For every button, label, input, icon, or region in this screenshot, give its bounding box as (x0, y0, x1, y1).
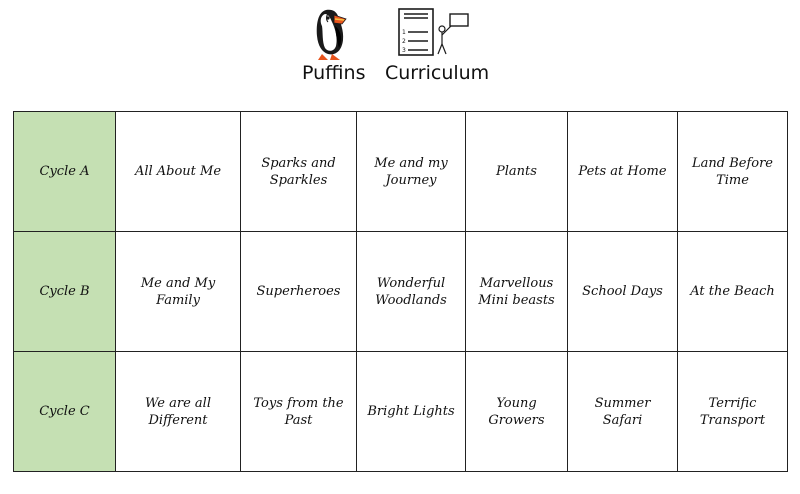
table-row (14, 232, 788, 352)
table-row (14, 112, 788, 232)
topic-cell: Pets at Home (568, 112, 678, 232)
table-row (14, 352, 788, 472)
topic-cell: Summer Safari (568, 352, 678, 472)
svg-text:3: 3 (402, 47, 406, 54)
cycle-label: Cycle C (14, 352, 116, 472)
puffins-label: Puffins (302, 62, 366, 84)
topic-cell: At the Beach (678, 232, 788, 352)
curriculum-table (13, 111, 788, 472)
topic-cell: Young Growers (466, 352, 568, 472)
topic-cell: Terrific Transport (678, 352, 788, 472)
curriculum-label: Curriculum (385, 62, 490, 84)
topic-cell: School Days (568, 232, 678, 352)
topic-cell: Toys from the Past (241, 352, 357, 472)
curriculum-board-icon (398, 8, 470, 58)
puffin-icon (308, 2, 354, 62)
topic-cell: Superheroes (241, 232, 357, 352)
topic-cell: Me and my Journey (357, 112, 466, 232)
topic-cell: Sparks and Sparkles (241, 112, 357, 232)
topic-cell: We are all Different (116, 352, 241, 472)
svg-text:2: 2 (402, 38, 406, 45)
svg-text:1: 1 (402, 29, 406, 36)
topic-cell: Wonderful Woodlands (357, 232, 466, 352)
cycle-label: Cycle B (14, 232, 116, 352)
topic-cell: Bright Lights (357, 352, 466, 472)
topic-cell: Marvellous Mini beasts (466, 232, 568, 352)
topic-cell: All About Me (116, 112, 241, 232)
topic-cell: Land Before Time (678, 112, 788, 232)
topic-cell: Me and My Family (116, 232, 241, 352)
page-header (0, 0, 800, 100)
topic-cell: Plants (466, 112, 568, 232)
cycle-label: Cycle A (14, 112, 116, 232)
